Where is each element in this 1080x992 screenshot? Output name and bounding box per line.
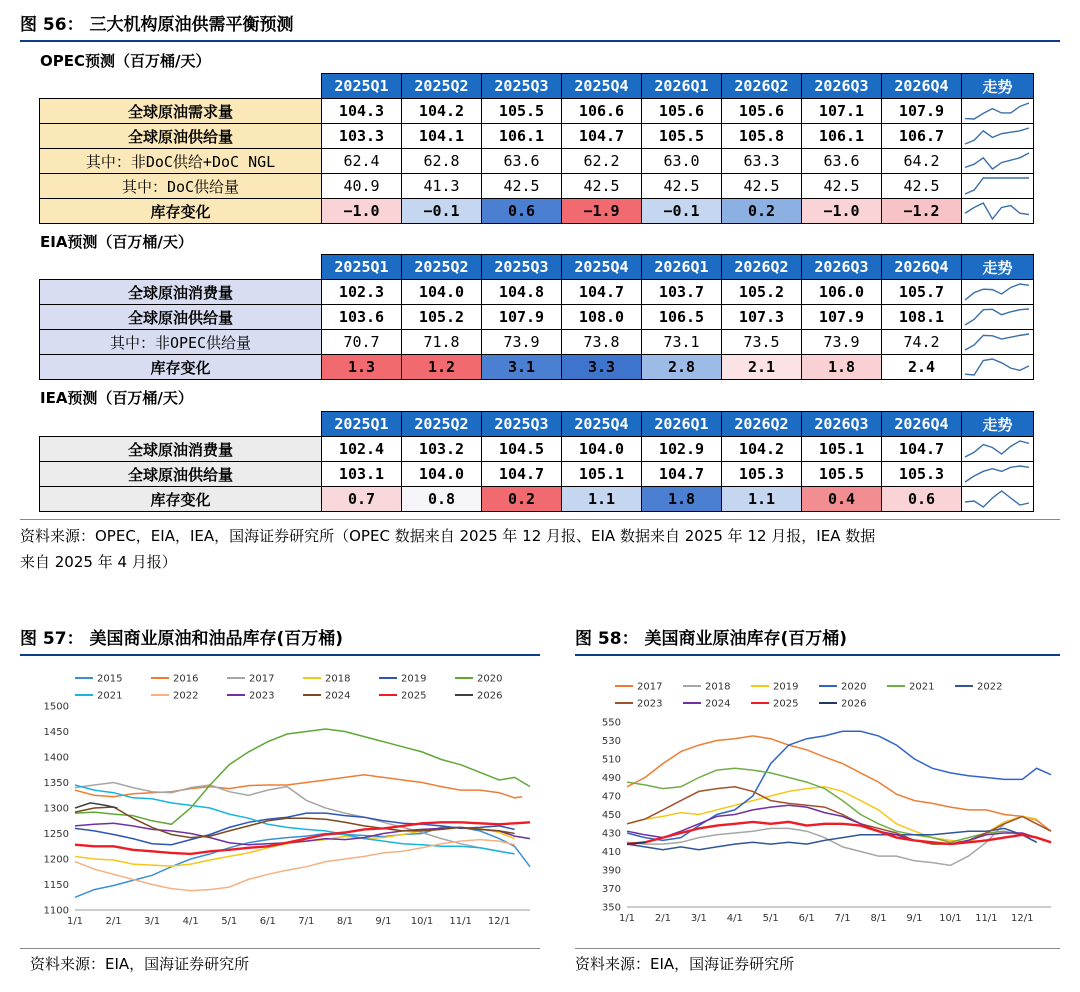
value-cell: −1.0: [322, 199, 402, 224]
header-blank: [40, 255, 322, 280]
trend-line: [965, 491, 1029, 507]
legend-label: 2022: [977, 681, 1003, 693]
value-cell: 42.5: [562, 174, 642, 199]
legend-label: 2023: [249, 690, 275, 702]
trend-cell: [962, 99, 1034, 124]
trend-cell: [962, 355, 1034, 380]
row-label: 其中：DoC供给量: [40, 174, 322, 199]
value-cell: 62.8: [402, 149, 482, 174]
value-cell: 105.5: [482, 99, 562, 124]
legend-label: 2023: [637, 698, 663, 710]
header-cell: 2025Q1: [322, 74, 402, 99]
fig58-title-rule: [575, 654, 1060, 656]
table-row: [40, 280, 1034, 305]
value-cell: 62.4: [322, 149, 402, 174]
trend-cell: [962, 174, 1034, 199]
table-row: [40, 199, 1034, 224]
series-line-2017: [627, 736, 1051, 831]
value-cell: 104.7: [882, 437, 962, 462]
header-blank: [40, 74, 322, 99]
value-cell: 104.1: [402, 124, 482, 149]
y-tick-label: 1200: [43, 854, 69, 866]
value-cell: 104.0: [402, 280, 482, 305]
value-cell: 104.2: [402, 99, 482, 124]
x-tick-label: 5/1: [762, 913, 779, 924]
value-cell: 108.1: [882, 305, 962, 330]
value-cell: 1.2: [402, 355, 482, 380]
legend-label: 2021: [97, 690, 123, 702]
y-tick-label: 1250: [43, 829, 69, 840]
y-tick-label: 370: [601, 884, 621, 895]
header-cell: 2025Q2: [402, 74, 482, 99]
table-header-row: [40, 255, 1034, 280]
value-cell: −0.1: [402, 199, 482, 224]
value-cell: 0.7: [322, 487, 402, 512]
fig58-chart: [575, 658, 1060, 948]
header-cell: 2026Q2: [722, 255, 802, 280]
value-cell: 0.4: [802, 487, 882, 512]
value-cell: 1.1: [562, 487, 642, 512]
fig56-title-rule: [20, 40, 1060, 42]
y-tick-label: 1500: [43, 701, 69, 713]
header-cell: 走势: [962, 74, 1034, 99]
value-cell: 62.2: [562, 149, 642, 174]
fig57-chart: [20, 658, 540, 948]
trend-cell: [962, 330, 1034, 355]
y-tick-label: 430: [601, 828, 621, 840]
value-cell: 0.6: [482, 199, 562, 224]
value-cell: 0.2: [482, 487, 562, 512]
value-cell: 105.5: [642, 124, 722, 149]
value-cell: 106.0: [802, 280, 882, 305]
trend-line: [965, 203, 1029, 219]
trend-line: [965, 284, 1029, 300]
row-label: 全球原油消费量: [40, 280, 322, 305]
header-cell: 走势: [962, 412, 1034, 437]
value-cell: 73.5: [722, 330, 802, 355]
iea-section-label: IEA预测（百万桶/天）: [40, 389, 193, 407]
value-cell: 104.0: [562, 437, 642, 462]
fig58-bottom-rule: [575, 948, 1060, 949]
x-tick-label: 12/1: [1011, 913, 1034, 924]
fig56-source-line1: 资料来源：OPEC，EIA，IEA，国海证券研究所（OPEC 数据来自 2025 年 12 月报、EIA 数据来自 2025 年 12 月报，IEA 数据: [20, 527, 876, 545]
trend-sparkline: [962, 438, 1032, 460]
value-cell: 106.1: [802, 124, 882, 149]
value-cell: 70.7: [322, 330, 402, 355]
trend-cell: [962, 280, 1034, 305]
value-cell: 105.3: [882, 462, 962, 487]
value-cell: 42.5: [642, 174, 722, 199]
y-tick-label: 1150: [43, 880, 69, 891]
row-label: 库存变化: [40, 487, 322, 512]
value-cell: 41.3: [402, 174, 482, 199]
table-row: [40, 174, 1034, 199]
header-cell: 走势: [962, 255, 1034, 280]
value-cell: 105.8: [722, 124, 802, 149]
table-row: [40, 355, 1034, 380]
value-cell: −1.2: [882, 199, 962, 224]
legend-label: 2017: [637, 681, 663, 693]
trend-line: [965, 103, 1029, 119]
header-cell: 2026Q3: [802, 412, 882, 437]
value-cell: 2.4: [882, 355, 962, 380]
y-tick-label: 1400: [43, 752, 69, 764]
trend-line: [965, 178, 1029, 194]
row-label: 其中：非DoC供给+DoC NGL: [40, 149, 322, 174]
value-cell: 63.6: [482, 149, 562, 174]
value-cell: 73.8: [562, 330, 642, 355]
x-tick-label: 9/1: [906, 913, 923, 924]
value-cell: 42.5: [722, 174, 802, 199]
value-cell: 106.1: [482, 124, 562, 149]
x-tick-label: 7/1: [834, 913, 851, 924]
value-cell: 3.3: [562, 355, 642, 380]
trend-sparkline: [962, 150, 1032, 172]
y-tick-label: 550: [601, 717, 621, 729]
fig57-title-rule: [20, 654, 540, 656]
fig56-source-line2: 来自 2025 年 4 月报）: [20, 553, 177, 571]
header-cell: 2026Q3: [802, 74, 882, 99]
value-cell: 71.8: [402, 330, 482, 355]
legend-label: 2024: [325, 690, 351, 702]
value-cell: 103.6: [322, 305, 402, 330]
header-cell: 2025Q3: [482, 412, 562, 437]
header-cell: 2025Q1: [322, 255, 402, 280]
value-cell: 106.7: [882, 124, 962, 149]
value-cell: 104.7: [482, 462, 562, 487]
value-cell: 1.8: [802, 355, 882, 380]
value-cell: 2.1: [722, 355, 802, 380]
x-tick-label: 10/1: [939, 913, 962, 924]
eia-section-label: EIA预测（百万桶/天）: [40, 233, 193, 251]
header-blank: [40, 412, 322, 437]
value-cell: 42.5: [482, 174, 562, 199]
value-cell: 106.5: [642, 305, 722, 330]
table-row: [40, 99, 1034, 124]
trend-cell: [962, 124, 1034, 149]
trend-sparkline: [962, 488, 1032, 510]
trend-line: [965, 128, 1029, 144]
value-cell: 107.9: [482, 305, 562, 330]
header-cell: 2025Q4: [562, 412, 642, 437]
row-label: 其中：非OPEC供给量: [40, 330, 322, 355]
trend-cell: [962, 149, 1034, 174]
opec-table: [39, 73, 1034, 224]
value-cell: 102.9: [642, 437, 722, 462]
value-cell: 104.7: [562, 280, 642, 305]
header-cell: 2025Q3: [482, 74, 562, 99]
x-tick-label: 5/1: [221, 916, 238, 927]
x-tick-label: 11/1: [449, 916, 472, 927]
x-tick-label: 6/1: [259, 916, 276, 927]
value-cell: 108.0: [562, 305, 642, 330]
value-cell: −1.0: [802, 199, 882, 224]
series-line-2020: [75, 729, 530, 824]
x-tick-label: 8/1: [870, 913, 887, 924]
header-cell: 2025Q2: [402, 412, 482, 437]
value-cell: 3.1: [482, 355, 562, 380]
table-row: [40, 437, 1034, 462]
value-cell: 1.3: [322, 355, 402, 380]
value-cell: 105.2: [402, 305, 482, 330]
value-cell: 1.8: [642, 487, 722, 512]
value-cell: 104.7: [562, 124, 642, 149]
trend-sparkline: [962, 100, 1032, 122]
y-tick-label: 390: [601, 865, 621, 877]
trend-line: [965, 334, 1029, 350]
x-tick-label: 2/1: [105, 916, 122, 927]
value-cell: 104.5: [482, 437, 562, 462]
legend-label: 2019: [401, 673, 427, 685]
trend-sparkline: [962, 125, 1032, 147]
value-cell: 2.8: [642, 355, 722, 380]
y-tick-label: 1100: [43, 905, 69, 917]
table-row: [40, 462, 1034, 487]
row-label: 全球原油需求量: [40, 99, 322, 124]
value-cell: 103.3: [322, 124, 402, 149]
value-cell: 105.2: [722, 280, 802, 305]
value-cell: 63.6: [802, 149, 882, 174]
value-cell: 104.8: [482, 280, 562, 305]
value-cell: 102.3: [322, 280, 402, 305]
value-cell: 104.2: [722, 437, 802, 462]
y-tick-label: 490: [601, 773, 621, 784]
header-cell: 2025Q2: [402, 255, 482, 280]
value-cell: 0.8: [402, 487, 482, 512]
value-cell: 73.9: [802, 330, 882, 355]
header-cell: 2026Q4: [882, 412, 962, 437]
table-row: [40, 305, 1034, 330]
value-cell: 103.2: [402, 437, 482, 462]
header-cell: 2025Q4: [562, 74, 642, 99]
y-tick-label: 410: [601, 847, 621, 858]
legend-label: 2018: [705, 681, 731, 693]
series-line-2021: [75, 785, 515, 854]
legend-label: 2026: [477, 690, 503, 702]
table-header-row: [40, 412, 1034, 437]
y-tick-label: 450: [601, 810, 621, 821]
row-label: 全球原油供给量: [40, 305, 322, 330]
row-label: 全球原油供给量: [40, 124, 322, 149]
trend-sparkline: [962, 331, 1032, 353]
fig58-source: 资料来源：EIA，国海证券研究所: [575, 955, 795, 973]
fig57-source: 资料来源：EIA，国海证券研究所: [30, 955, 250, 973]
value-cell: 104.3: [322, 99, 402, 124]
value-cell: 0.6: [882, 487, 962, 512]
trend-cell: [962, 437, 1034, 462]
legend-label: 2025: [401, 690, 427, 702]
value-cell: 107.9: [882, 99, 962, 124]
y-tick-label: 1300: [43, 803, 69, 815]
value-cell: 42.5: [882, 174, 962, 199]
header-cell: 2025Q1: [322, 412, 402, 437]
value-cell: 107.3: [722, 305, 802, 330]
x-tick-label: 6/1: [798, 913, 815, 924]
trend-cell: [962, 487, 1034, 512]
value-cell: 105.7: [882, 280, 962, 305]
header-cell: 2026Q1: [642, 255, 722, 280]
table-header-row: [40, 74, 1034, 99]
value-cell: 64.2: [882, 149, 962, 174]
header-cell: 2026Q2: [722, 74, 802, 99]
x-tick-label: 10/1: [410, 916, 434, 927]
value-cell: −0.1: [642, 199, 722, 224]
table-row: [40, 124, 1034, 149]
value-cell: 63.3: [722, 149, 802, 174]
y-tick-label: 530: [601, 736, 621, 747]
trend-sparkline: [962, 200, 1032, 222]
iea-table: [39, 411, 1034, 512]
y-tick-label: 510: [601, 754, 621, 766]
legend-label: 2021: [909, 681, 935, 693]
value-cell: 104.0: [402, 462, 482, 487]
eia-table: [39, 254, 1034, 380]
trend-line: [965, 441, 1029, 457]
value-cell: 107.9: [802, 305, 882, 330]
trend-line: [965, 359, 1029, 375]
value-cell: 105.1: [562, 462, 642, 487]
x-tick-label: 4/1: [726, 913, 743, 924]
x-tick-label: 3/1: [144, 916, 161, 927]
fig56-bottom-rule: [20, 519, 1060, 520]
header-cell: 2026Q4: [882, 255, 962, 280]
row-label: 库存变化: [40, 199, 322, 224]
trend-line: [965, 153, 1029, 169]
value-cell: 105.1: [802, 437, 882, 462]
table-row: [40, 487, 1034, 512]
value-cell: 73.1: [642, 330, 722, 355]
row-label: 全球原油供给量: [40, 462, 322, 487]
trend-line: [965, 309, 1029, 325]
value-cell: 73.9: [482, 330, 562, 355]
value-cell: 103.7: [642, 280, 722, 305]
header-cell: 2026Q3: [802, 255, 882, 280]
value-cell: 63.0: [642, 149, 722, 174]
legend-label: 2020: [477, 673, 503, 685]
value-cell: 103.1: [322, 462, 402, 487]
header-cell: 2026Q1: [642, 412, 722, 437]
legend-label: 2020: [841, 681, 867, 693]
y-tick-label: 470: [601, 791, 621, 803]
x-tick-label: 1/1: [618, 913, 636, 924]
header-cell: 2025Q3: [482, 255, 562, 280]
fig58-title: 图 58： 美国商业原油库存(百万桶): [575, 629, 848, 649]
trend-cell: [962, 305, 1034, 330]
header-cell: 2025Q4: [562, 255, 642, 280]
trend-sparkline: [962, 463, 1032, 485]
x-tick-label: 1/1: [66, 916, 84, 927]
legend-label: 2017: [249, 673, 275, 685]
legend-label: 2015: [97, 673, 123, 685]
value-cell: 105.3: [722, 462, 802, 487]
table-row: [40, 330, 1034, 355]
value-cell: 105.6: [722, 99, 802, 124]
value-cell: 42.5: [802, 174, 882, 199]
x-tick-label: 7/1: [298, 916, 315, 927]
legend-label: 2018: [325, 673, 351, 685]
header-cell: 2026Q1: [642, 74, 722, 99]
y-tick-label: 1350: [43, 778, 69, 789]
legend-label: 2016: [173, 673, 199, 685]
x-tick-label: 3/1: [690, 913, 707, 924]
value-cell: 105.6: [642, 99, 722, 124]
trend-sparkline: [962, 356, 1032, 378]
x-tick-label: 8/1: [336, 916, 353, 927]
value-cell: 102.4: [322, 437, 402, 462]
trend-cell: [962, 462, 1034, 487]
value-cell: 74.2: [882, 330, 962, 355]
y-tick-label: 350: [601, 902, 621, 914]
fig57-title: 图 57： 美国商业原油和油品库存(百万桶): [20, 629, 344, 649]
x-tick-label: 2/1: [654, 913, 671, 924]
header-cell: 2026Q2: [722, 412, 802, 437]
legend-label: 2025: [773, 698, 799, 710]
trend-sparkline: [962, 175, 1032, 197]
value-cell: 40.9: [322, 174, 402, 199]
legend-label: 2019: [773, 681, 799, 693]
trend-sparkline: [962, 281, 1032, 303]
value-cell: 107.1: [802, 99, 882, 124]
value-cell: 0.2: [722, 199, 802, 224]
row-label: 库存变化: [40, 355, 322, 380]
x-tick-label: 4/1: [182, 916, 199, 927]
header-cell: 2026Q4: [882, 74, 962, 99]
value-cell: −1.9: [562, 199, 642, 224]
opec-section-label: OPEC预测（百万桶/天）: [40, 52, 211, 70]
value-cell: 105.5: [802, 462, 882, 487]
legend-label: 2026: [841, 698, 867, 710]
y-tick-label: 1450: [43, 727, 69, 738]
trend-cell: [962, 199, 1034, 224]
value-cell: 1.1: [722, 487, 802, 512]
row-label: 全球原油消费量: [40, 437, 322, 462]
legend-label: 2024: [705, 698, 731, 710]
x-tick-label: 12/1: [487, 916, 511, 927]
legend-label: 2022: [173, 690, 199, 702]
x-tick-label: 11/1: [975, 913, 998, 924]
value-cell: 104.7: [642, 462, 722, 487]
series-line-2015: [75, 827, 530, 897]
x-tick-label: 9/1: [375, 916, 392, 927]
trend-line: [965, 466, 1029, 482]
fig56-title: 图 56： 三大机构原油供需平衡预测: [20, 15, 294, 35]
trend-sparkline: [962, 306, 1032, 328]
fig57-bottom-rule: [20, 948, 540, 949]
table-row: [40, 149, 1034, 174]
value-cell: 106.6: [562, 99, 642, 124]
